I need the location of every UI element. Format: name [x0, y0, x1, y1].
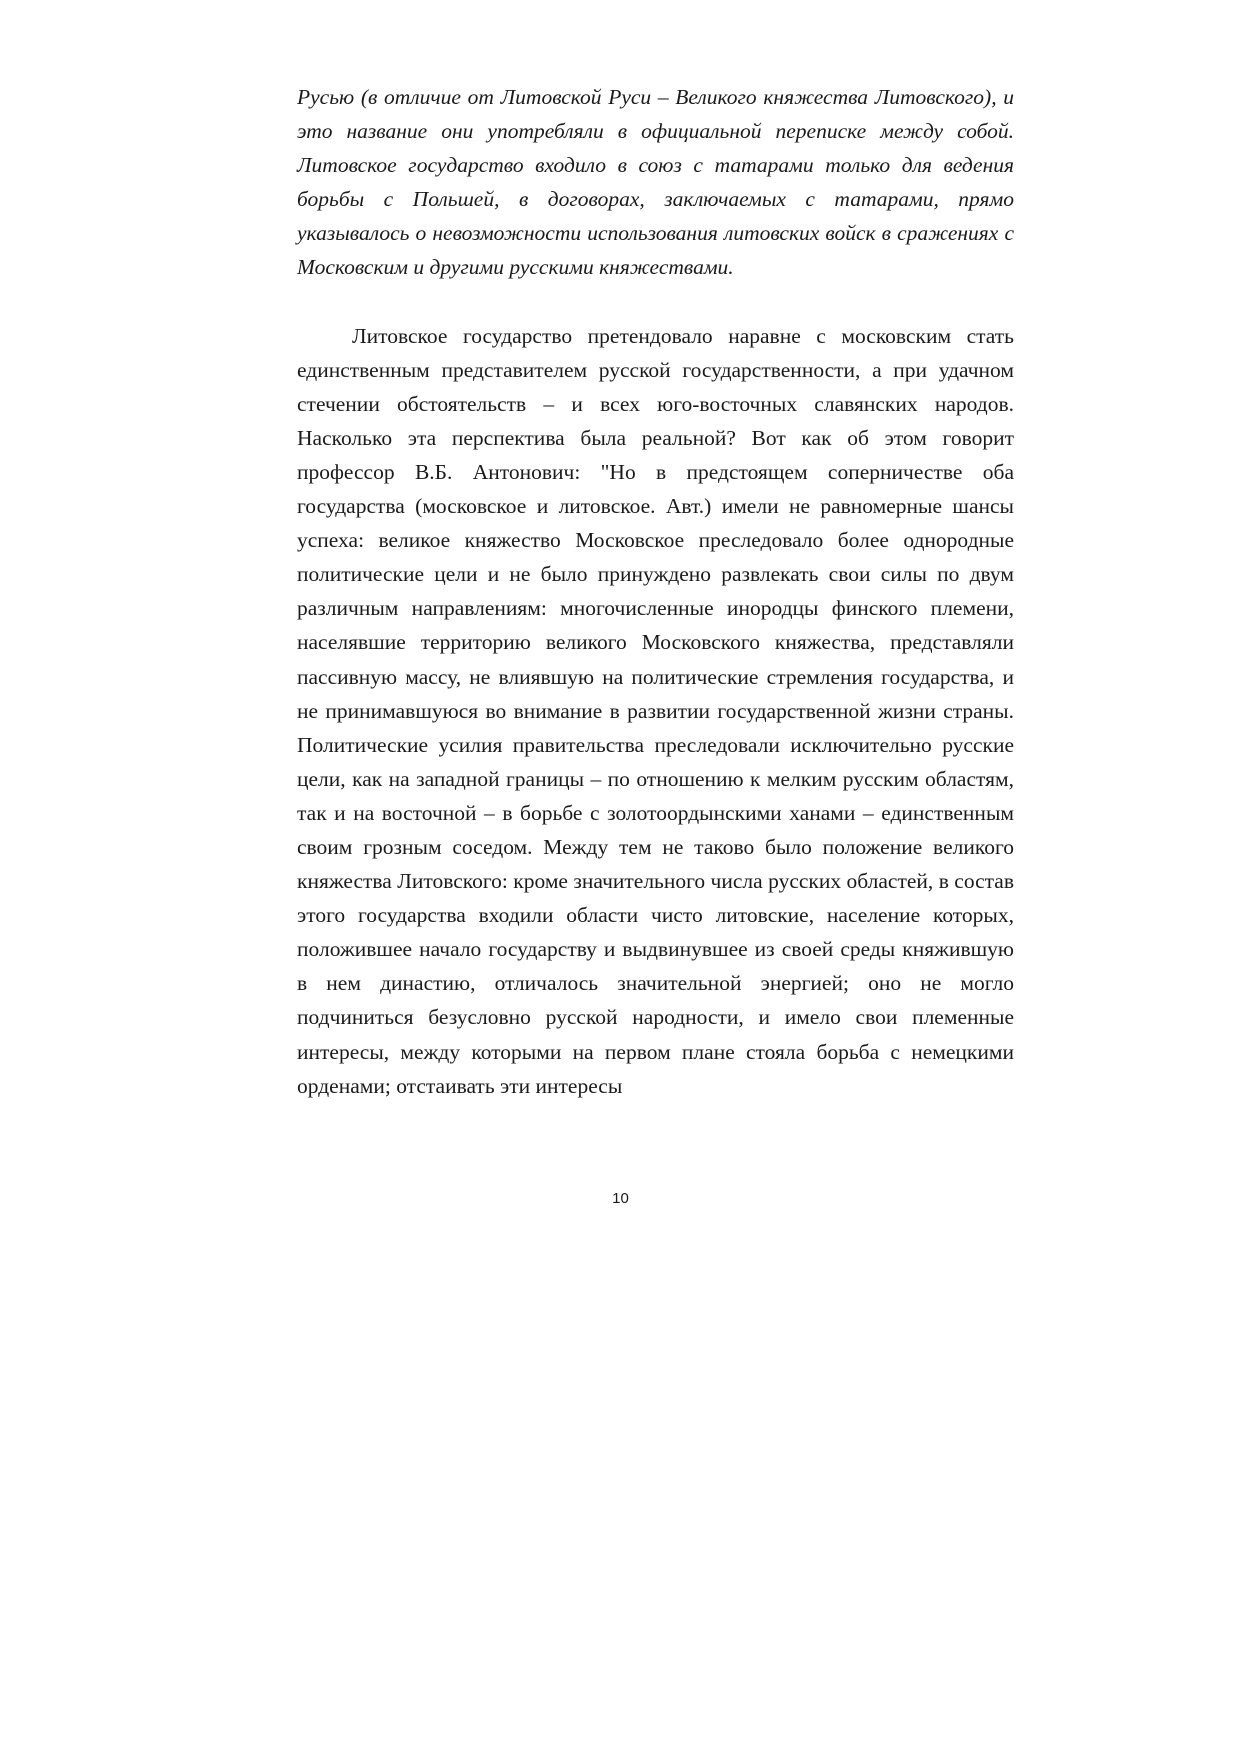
- quote-paragraph: Русью (в отличие от Литовской Руси – Великого княжества Литовского), и это название они употребляли в официальной переписке между собой. Литовское государство входило в союз с татарами только для ведения борьбы с Польшей, в договорах, заключаемых с татарами, прямо указывалось о невозможности использования литовских войск в сражениях с Московским и другими русскими княжествами.: [297, 85, 1014, 280]
- page-number: 10: [612, 1190, 629, 1207]
- page-content: [297, 80, 1014, 1103]
- body-paragraph: Литовское государство претендовало наравне с московским стать единственным представителем русской государственности, а при удачном стечении обстоятельств – и всех юго-восточных славянских народов. Насколько эта перспектива была реальной? Вот как об этом говорит профессор В.Б. Антонович: "Но в предстоящем соперничестве оба государства (московское и литовское. Авт.) имели не равномерные шансы успеха: великое княжество Московское преследовало более однородные политические цели и не было принуждено развлекать свои силы по двум различным направлениям: многочисленные инородцы финского племени, населявшие территорию великого Московского княжества, представляли пассивную массу, не влиявшую на политические стремления государства, и не принимавшуюся во внимание в развитии государственной жизни страны. Политические усилия правительства преследовали исключительно русские цели, как на западной границы – по отношению к мелким русским областям, так и на восточной – в борьбе с золотоордынскими ханами – единственным своим грозным соседом. Между тем не таково было положение великого княжества Литовского: кроме значительного числа русских областей, в состав этого государства входили области чисто литовские, население которых, положившее начало государству и выдвинувшее из своей среды княжившую в нем династию, отличалось значительной энергией; оно не могло подчиниться безусловно русской народности, и имело свои племенные интересы, между которыми на первом плане стояла борьба с немецкими орденами; отстаивать эти интересы: [297, 323, 1014, 1098]
